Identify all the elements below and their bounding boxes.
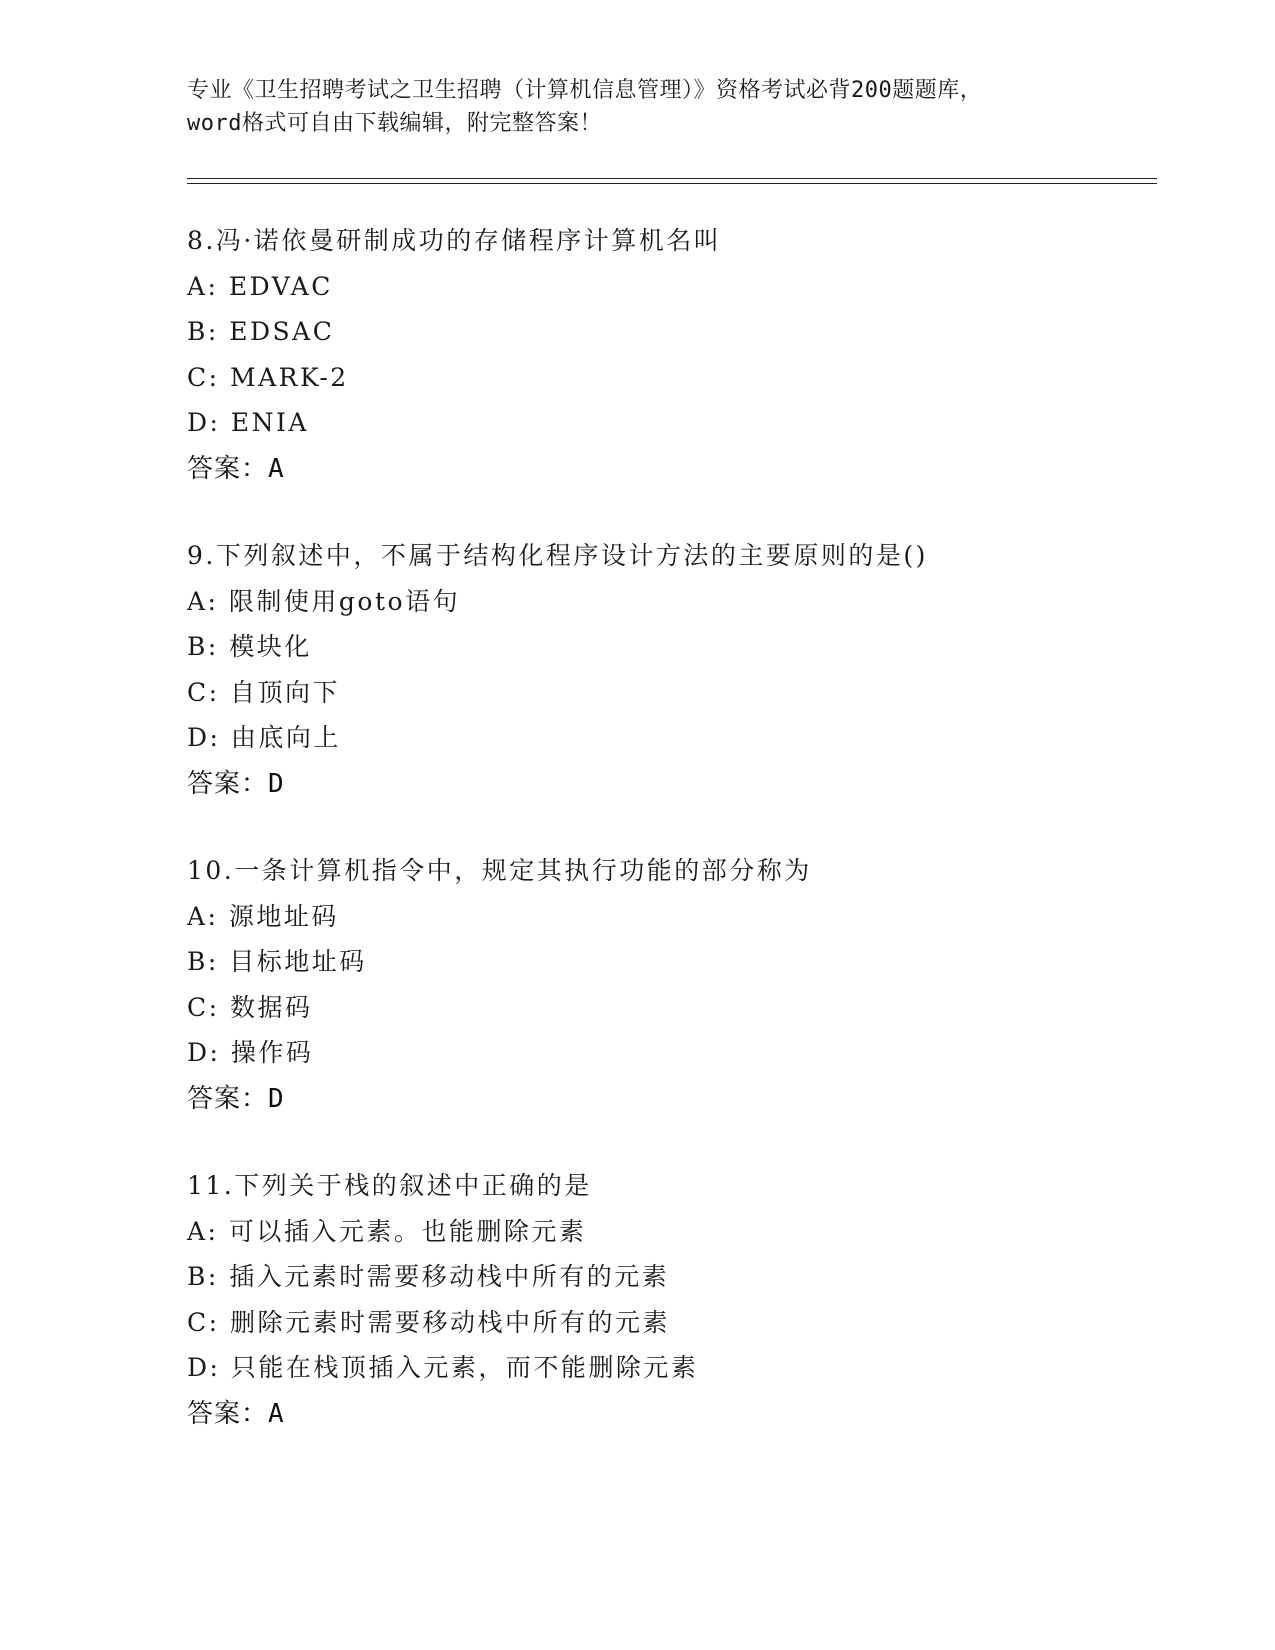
option-c: C: 删除元素时需要移动栈中所有的元素 bbox=[187, 1307, 670, 1337]
header-line-1: 专业《卫生招聘考试之卫生招聘（计算机信息管理）》资格考试必背200题题库， bbox=[187, 78, 983, 103]
option-a: A: EDVAC bbox=[187, 271, 333, 301]
answer: 答案：A bbox=[187, 453, 285, 484]
option-c: C: 数据码 bbox=[187, 992, 313, 1022]
option-d: D: 操作码 bbox=[187, 1038, 314, 1067]
option-b: B: 目标地址码 bbox=[187, 947, 367, 976]
option-c: C: MARK-2 bbox=[187, 362, 349, 392]
option-b: B: 模块化 bbox=[187, 632, 312, 661]
question-stem: 8.冯·诺依曼研制成功的存储程序计算机名叫 bbox=[187, 226, 722, 255]
answer: 答案：D bbox=[187, 1083, 285, 1114]
option-d: D: 只能在栈顶插入元素，而不能删除元素 bbox=[187, 1353, 699, 1382]
question-block bbox=[187, 533, 1157, 807]
option-d: D: ENIA bbox=[187, 408, 309, 437]
option-a: A: 源地址码 bbox=[187, 901, 339, 931]
option-b: B: EDSAC bbox=[187, 317, 335, 346]
option-a: A: 可以插入元素。也能删除元素 bbox=[187, 1216, 587, 1246]
option-d: D: 由底向上 bbox=[187, 723, 341, 752]
answer: 答案：D bbox=[187, 768, 285, 799]
header-divider bbox=[187, 178, 1157, 184]
header-line-2: word格式可自由下载编辑，附完整答案！ bbox=[187, 111, 602, 136]
question-stem: 11.下列关于栈的叙述中正确的是 bbox=[187, 1171, 592, 1200]
question-block bbox=[187, 848, 1157, 1122]
question-stem: 9.下列叙述中，不属于结构化程序设计方法的主要原则的是() bbox=[187, 541, 928, 570]
option-a: A: 限制使用goto语句 bbox=[187, 586, 461, 616]
question-block bbox=[187, 1163, 1157, 1437]
question-block bbox=[187, 218, 1157, 492]
question-stem: 10.一条计算机指令中，规定其执行功能的部分称为 bbox=[187, 856, 812, 885]
answer: 答案：A bbox=[187, 1398, 285, 1429]
option-c: C: 自顶向下 bbox=[187, 677, 340, 707]
option-b: B: 插入元素时需要移动栈中所有的元素 bbox=[187, 1262, 670, 1291]
document-header bbox=[187, 74, 1157, 140]
